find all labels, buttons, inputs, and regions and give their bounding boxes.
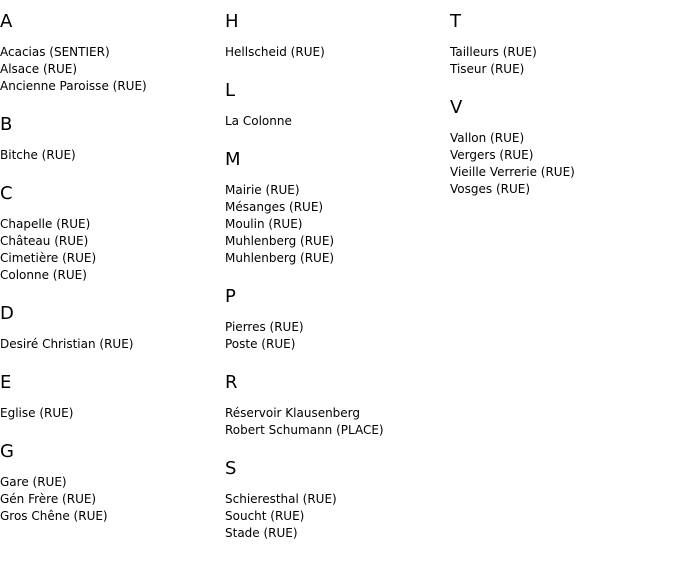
- street-link[interactable]: Ancienne Paroisse (RUE): [0, 79, 147, 93]
- section-letter-heading: L: [225, 80, 236, 101]
- street-link[interactable]: Moulin (RUE): [225, 217, 303, 231]
- street-link[interactable]: Vosges (RUE): [450, 182, 531, 196]
- street-list: [0, 405, 220, 422]
- street-link[interactable]: Stade (RUE): [225, 526, 298, 540]
- section-letter-heading: T: [450, 11, 461, 32]
- section-letter-heading: S: [225, 458, 237, 479]
- street-list: [0, 216, 220, 284]
- street-link[interactable]: Gén Frère (RUE): [0, 492, 97, 506]
- letter-section: [0, 184, 220, 284]
- section-letter-heading: G: [0, 441, 14, 462]
- letter-section: [0, 442, 220, 525]
- street-list: [0, 336, 220, 353]
- street-list: [225, 319, 445, 353]
- letter-section: [225, 373, 445, 439]
- section-letter-heading: M: [225, 149, 241, 170]
- street-link[interactable]: Alsace (RUE): [0, 62, 78, 76]
- street-list: [225, 491, 445, 542]
- letter-section: [225, 81, 445, 130]
- street-link[interactable]: Mairie (RUE): [225, 183, 300, 197]
- letter-section: [0, 304, 220, 353]
- section-letter-heading: V: [450, 97, 463, 118]
- section-letter-heading: B: [0, 114, 13, 135]
- section-letter-heading: P: [225, 286, 236, 307]
- street-link[interactable]: Vallon (RUE): [450, 131, 525, 145]
- street-link[interactable]: Eglise (RUE): [0, 406, 74, 420]
- street-link[interactable]: Vieille Verrerie (RUE): [450, 165, 575, 179]
- street-link[interactable]: Robert Schumann (PLACE): [225, 423, 384, 437]
- street-link[interactable]: Réservoir Klausenberg: [225, 406, 361, 420]
- street-link[interactable]: Vergers (RUE): [450, 148, 534, 162]
- letter-section: [0, 12, 220, 95]
- street-link[interactable]: Bitche (RUE): [0, 148, 76, 162]
- index-column-2: [225, 12, 445, 562]
- street-list: [225, 113, 445, 130]
- street-list: [0, 147, 220, 164]
- street-link[interactable]: Cimetière (RUE): [0, 251, 97, 265]
- section-letter-heading: R: [225, 372, 238, 393]
- street-link[interactable]: La Colonne: [225, 114, 292, 128]
- street-list: [450, 130, 670, 198]
- section-letter-heading: D: [0, 303, 14, 324]
- street-link[interactable]: Tailleurs (RUE): [450, 45, 537, 59]
- street-link[interactable]: Soucht (RUE): [225, 509, 305, 523]
- street-link[interactable]: Muhlenberg (RUE): [225, 234, 335, 248]
- street-link[interactable]: Tiseur (RUE): [450, 62, 525, 76]
- street-list: [0, 44, 220, 95]
- letter-section: [450, 12, 670, 78]
- section-letter-heading: E: [0, 372, 12, 393]
- street-link[interactable]: Mésanges (RUE): [225, 200, 324, 214]
- section-letter-heading: C: [0, 183, 13, 204]
- letter-section: [0, 115, 220, 164]
- street-link[interactable]: Poste (RUE): [225, 337, 296, 351]
- street-link[interactable]: Gros Chêne (RUE): [0, 509, 108, 523]
- section-letter-heading: A: [0, 11, 13, 32]
- street-link[interactable]: Gare (RUE): [0, 475, 67, 489]
- letter-section: [225, 287, 445, 353]
- street-list: [225, 44, 445, 61]
- street-list: [0, 474, 220, 525]
- street-list: [225, 405, 445, 439]
- street-link[interactable]: Desiré Christian (RUE): [0, 337, 134, 351]
- street-link[interactable]: Château (RUE): [0, 234, 89, 248]
- letter-section: [450, 98, 670, 198]
- street-link[interactable]: Acacias (SENTIER): [0, 45, 110, 59]
- letter-section: [225, 150, 445, 267]
- index-column-3: [450, 12, 670, 218]
- street-link[interactable]: Hellscheid (RUE): [225, 45, 325, 59]
- section-letter-heading: H: [225, 11, 239, 32]
- street-link[interactable]: Schieresthal (RUE): [225, 492, 337, 506]
- letter-section: [0, 373, 220, 422]
- street-link[interactable]: Pierres (RUE): [225, 320, 304, 334]
- street-link[interactable]: Muhlenberg (RUE): [225, 251, 335, 265]
- letter-section: [225, 459, 445, 542]
- street-link[interactable]: Chapelle (RUE): [0, 217, 91, 231]
- street-list: [225, 182, 445, 267]
- letter-section: [225, 12, 445, 61]
- street-link[interactable]: Colonne (RUE): [0, 268, 87, 282]
- street-list: [450, 44, 670, 78]
- index-column-1: [0, 12, 220, 545]
